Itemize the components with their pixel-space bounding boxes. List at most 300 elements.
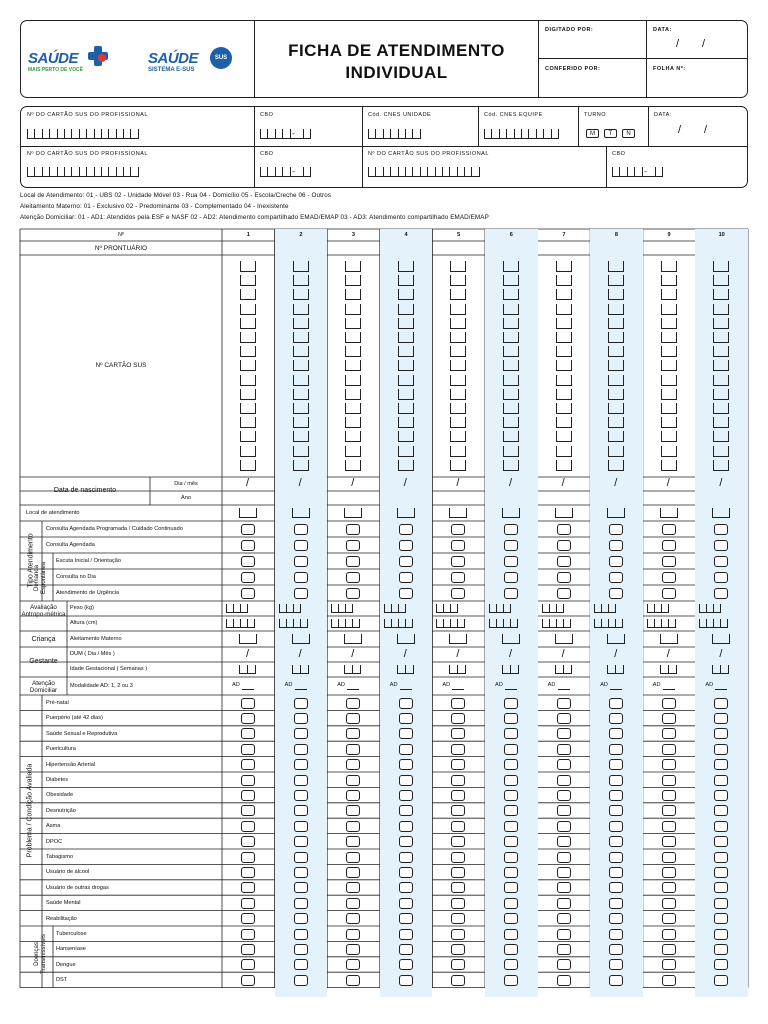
doenca-checkbox[interactable] (714, 959, 728, 970)
ad-field[interactable] (295, 689, 307, 690)
doenca-checkbox[interactable] (504, 975, 518, 986)
problema-checkbox[interactable] (399, 713, 413, 724)
problema-checkbox[interactable] (504, 744, 518, 755)
problema-checkbox[interactable] (662, 882, 676, 893)
turno-n-checkbox[interactable] (622, 129, 635, 138)
doenca-checkbox[interactable] (504, 944, 518, 955)
cartao-digit-box[interactable] (450, 346, 466, 357)
local-digit-box[interactable] (607, 508, 625, 518)
ad-field[interactable] (663, 689, 675, 690)
cartao-digit-box[interactable] (503, 417, 519, 428)
problema-checkbox[interactable] (399, 882, 413, 893)
cartao-digit-box[interactable] (345, 417, 361, 428)
tipo-atendimento-checkbox[interactable] (346, 524, 360, 535)
tipo-atendimento-checkbox[interactable] (346, 572, 360, 583)
doenca-checkbox[interactable] (346, 975, 360, 986)
tipo-atendimento-checkbox[interactable] (399, 540, 413, 551)
cartao-digit-box[interactable] (713, 318, 729, 329)
cartao-digit-box[interactable] (503, 275, 519, 286)
peso-field[interactable] (384, 604, 406, 613)
cartao-digit-box[interactable] (713, 304, 729, 315)
cartao-digit-box[interactable] (240, 346, 256, 357)
altura-field[interactable] (331, 619, 360, 628)
problema-checkbox[interactable] (609, 852, 623, 863)
cartao-digit-box[interactable] (398, 304, 414, 315)
cartao-digit-box[interactable] (503, 446, 519, 457)
problema-checkbox[interactable] (294, 728, 308, 739)
cartao-digit-box[interactable] (608, 446, 624, 457)
problema-checkbox[interactable] (241, 805, 255, 816)
problema-checkbox[interactable] (241, 775, 255, 786)
cartao-digit-box[interactable] (293, 403, 309, 414)
tipo-atendimento-checkbox[interactable] (294, 572, 308, 583)
problema-checkbox[interactable] (662, 698, 676, 709)
cartao-digit-box[interactable] (240, 275, 256, 286)
problema-checkbox[interactable] (241, 913, 255, 924)
problema-checkbox[interactable] (294, 759, 308, 770)
cartao-digit-box[interactable] (293, 446, 309, 457)
problema-checkbox[interactable] (294, 836, 308, 847)
cartao-digit-box[interactable] (713, 289, 729, 300)
cartao-digit-box[interactable] (450, 389, 466, 400)
aleitamento-field[interactable] (292, 634, 310, 644)
problema-checkbox[interactable] (714, 790, 728, 801)
cartao-digit-box[interactable] (503, 403, 519, 414)
tipo-atendimento-checkbox[interactable] (294, 524, 308, 535)
doenca-checkbox[interactable] (294, 959, 308, 970)
tipo-atendimento-checkbox[interactable] (714, 588, 728, 599)
cartao-digit-box[interactable] (345, 261, 361, 272)
tipo-atendimento-checkbox[interactable] (451, 572, 465, 583)
ad-field[interactable] (400, 689, 412, 690)
doenca-checkbox[interactable] (451, 929, 465, 940)
problema-checkbox[interactable] (451, 898, 465, 909)
problema-checkbox[interactable] (399, 913, 413, 924)
problema-checkbox[interactable] (609, 882, 623, 893)
problema-checkbox[interactable] (399, 852, 413, 863)
problema-checkbox[interactable] (504, 913, 518, 924)
doenca-checkbox[interactable] (714, 975, 728, 986)
cartao-digit-box[interactable] (503, 431, 519, 442)
problema-checkbox[interactable] (294, 898, 308, 909)
cartao-digit-box[interactable] (240, 332, 256, 343)
cartao-digit-box[interactable] (661, 318, 677, 329)
problema-checkbox[interactable] (504, 852, 518, 863)
cartao-digit-box[interactable] (713, 261, 729, 272)
tipo-atendimento-checkbox[interactable] (662, 588, 676, 599)
problema-checkbox[interactable] (241, 882, 255, 893)
altura-field[interactable] (226, 619, 255, 628)
cartao-digit-box[interactable] (608, 389, 624, 400)
ad-field[interactable] (347, 689, 359, 690)
problema-checkbox[interactable] (346, 898, 360, 909)
doenca-checkbox[interactable] (609, 959, 623, 970)
cartao-digit-box[interactable] (556, 289, 572, 300)
cartao-digit-box[interactable] (398, 375, 414, 386)
cartao-digit-box[interactable] (713, 431, 729, 442)
ine-field[interactable] (484, 129, 559, 139)
tipo-atendimento-checkbox[interactable] (241, 588, 255, 599)
doenca-checkbox[interactable] (662, 975, 676, 986)
problema-checkbox[interactable] (714, 728, 728, 739)
cartao-digit-box[interactable] (293, 289, 309, 300)
cartao-digit-box[interactable] (293, 417, 309, 428)
cartao-digit-box[interactable] (240, 417, 256, 428)
altura-field[interactable] (699, 619, 728, 628)
doenca-checkbox[interactable] (294, 975, 308, 986)
cartao-digit-box[interactable] (345, 275, 361, 286)
doenca-checkbox[interactable] (504, 959, 518, 970)
ad-field[interactable] (610, 689, 622, 690)
problema-checkbox[interactable] (399, 728, 413, 739)
problema-checkbox[interactable] (399, 805, 413, 816)
cartao-digit-box[interactable] (398, 346, 414, 357)
problema-checkbox[interactable] (451, 775, 465, 786)
cartao-digit-box[interactable] (240, 289, 256, 300)
peso-field[interactable] (542, 604, 564, 613)
cartao-digit-box[interactable] (450, 275, 466, 286)
tipo-atendimento-checkbox[interactable] (557, 572, 571, 583)
cartao-digit-box[interactable] (608, 346, 624, 357)
cartao-digit-box[interactable] (661, 389, 677, 400)
aleitamento-field[interactable] (607, 634, 625, 644)
cartao-digit-box[interactable] (503, 375, 519, 386)
problema-checkbox[interactable] (399, 698, 413, 709)
doenca-checkbox[interactable] (346, 929, 360, 940)
cartao-digit-box[interactable] (345, 346, 361, 357)
cartao-digit-box[interactable] (293, 460, 309, 471)
idade-gest-field[interactable] (397, 665, 414, 674)
cartao-digit-box[interactable] (450, 446, 466, 457)
problema-checkbox[interactable] (609, 821, 623, 832)
problema-checkbox[interactable] (609, 913, 623, 924)
cartao-digit-box[interactable] (450, 261, 466, 272)
problema-checkbox[interactable] (714, 898, 728, 909)
cartao-digit-box[interactable] (240, 403, 256, 414)
tipo-atendimento-checkbox[interactable] (241, 556, 255, 567)
cartao-digit-box[interactable] (713, 417, 729, 428)
cartao-digit-box[interactable] (556, 346, 572, 357)
cartao-digit-box[interactable] (713, 389, 729, 400)
cartao-digit-box[interactable] (713, 460, 729, 471)
tipo-atendimento-checkbox[interactable] (662, 556, 676, 567)
cartao-digit-box[interactable] (240, 375, 256, 386)
local-digit-box[interactable] (660, 508, 678, 518)
problema-checkbox[interactable] (714, 698, 728, 709)
problema-checkbox[interactable] (714, 882, 728, 893)
problema-checkbox[interactable] (451, 913, 465, 924)
local-digit-box[interactable] (555, 508, 573, 518)
problema-checkbox[interactable] (609, 867, 623, 878)
cartao-digit-box[interactable] (450, 304, 466, 315)
cartao-digit-box[interactable] (556, 446, 572, 457)
ad-field[interactable] (452, 689, 464, 690)
altura-field[interactable] (436, 619, 465, 628)
problema-checkbox[interactable] (714, 805, 728, 816)
cartao-digit-box[interactable] (556, 261, 572, 272)
problema-checkbox[interactable] (557, 790, 571, 801)
peso-field[interactable] (331, 604, 353, 613)
tipo-atendimento-checkbox[interactable] (662, 540, 676, 551)
doenca-checkbox[interactable] (294, 929, 308, 940)
problema-checkbox[interactable] (557, 805, 571, 816)
cartao-digit-box[interactable] (503, 318, 519, 329)
problema-checkbox[interactable] (557, 775, 571, 786)
problema-checkbox[interactable] (346, 775, 360, 786)
cartao-digit-box[interactable] (608, 375, 624, 386)
doenca-checkbox[interactable] (451, 944, 465, 955)
cartao-digit-box[interactable] (398, 360, 414, 371)
problema-checkbox[interactable] (399, 898, 413, 909)
doenca-checkbox[interactable] (294, 944, 308, 955)
cartao-digit-box[interactable] (608, 261, 624, 272)
problema-checkbox[interactable] (714, 852, 728, 863)
problema-checkbox[interactable] (714, 821, 728, 832)
doenca-checkbox[interactable] (451, 959, 465, 970)
cartao-prof-field-3[interactable] (368, 167, 480, 177)
problema-checkbox[interactable] (504, 882, 518, 893)
cartao-digit-box[interactable] (661, 304, 677, 315)
cartao-digit-box[interactable] (556, 360, 572, 371)
idade-gest-field[interactable] (449, 665, 466, 674)
problema-checkbox[interactable] (662, 821, 676, 832)
problema-checkbox[interactable] (346, 728, 360, 739)
aleitamento-field[interactable] (449, 634, 467, 644)
problema-checkbox[interactable] (241, 759, 255, 770)
problema-checkbox[interactable] (241, 898, 255, 909)
problema-checkbox[interactable] (662, 836, 676, 847)
problema-checkbox[interactable] (294, 713, 308, 724)
cartao-digit-box[interactable] (345, 446, 361, 457)
problema-checkbox[interactable] (241, 728, 255, 739)
cartao-digit-box[interactable] (450, 460, 466, 471)
doenca-checkbox[interactable] (557, 929, 571, 940)
altura-field[interactable] (594, 619, 623, 628)
cartao-digit-box[interactable] (608, 417, 624, 428)
problema-checkbox[interactable] (346, 759, 360, 770)
cartao-digit-box[interactable] (556, 417, 572, 428)
tipo-atendimento-checkbox[interactable] (294, 556, 308, 567)
aleitamento-field[interactable] (397, 634, 415, 644)
tipo-atendimento-checkbox[interactable] (241, 540, 255, 551)
problema-checkbox[interactable] (294, 775, 308, 786)
problema-checkbox[interactable] (241, 713, 255, 724)
tipo-atendimento-checkbox[interactable] (399, 588, 413, 599)
doenca-checkbox[interactable] (451, 975, 465, 986)
altura-field[interactable] (489, 619, 518, 628)
cartao-digit-box[interactable] (608, 304, 624, 315)
problema-checkbox[interactable] (609, 836, 623, 847)
tipo-atendimento-checkbox[interactable] (294, 588, 308, 599)
cartao-digit-box[interactable] (608, 275, 624, 286)
cartao-digit-box[interactable] (503, 289, 519, 300)
problema-checkbox[interactable] (451, 759, 465, 770)
tipo-atendimento-checkbox[interactable] (504, 572, 518, 583)
cartao-digit-box[interactable] (556, 318, 572, 329)
tipo-atendimento-checkbox[interactable] (451, 540, 465, 551)
doenca-checkbox[interactable] (504, 929, 518, 940)
doenca-checkbox[interactable] (662, 929, 676, 940)
cartao-digit-box[interactable] (556, 403, 572, 414)
idade-gest-field[interactable] (607, 665, 624, 674)
cartao-digit-box[interactable] (293, 389, 309, 400)
doenca-checkbox[interactable] (557, 944, 571, 955)
cartao-digit-box[interactable] (450, 360, 466, 371)
cartao-digit-box[interactable] (240, 431, 256, 442)
tipo-atendimento-checkbox[interactable] (346, 588, 360, 599)
doenca-checkbox[interactable] (557, 959, 571, 970)
problema-checkbox[interactable] (557, 821, 571, 832)
problema-checkbox[interactable] (451, 728, 465, 739)
cartao-digit-box[interactable] (713, 332, 729, 343)
tipo-atendimento-checkbox[interactable] (662, 572, 676, 583)
problema-checkbox[interactable] (662, 790, 676, 801)
problema-checkbox[interactable] (557, 836, 571, 847)
doenca-checkbox[interactable] (241, 944, 255, 955)
aleitamento-field[interactable] (239, 634, 257, 644)
cartao-digit-box[interactable] (661, 289, 677, 300)
cartao-digit-box[interactable] (450, 375, 466, 386)
idade-gest-field[interactable] (712, 665, 729, 674)
cartao-digit-box[interactable] (240, 318, 256, 329)
cartao-digit-box[interactable] (398, 460, 414, 471)
altura-field[interactable] (384, 619, 413, 628)
problema-checkbox[interactable] (451, 790, 465, 801)
cartao-digit-box[interactable] (398, 275, 414, 286)
problema-checkbox[interactable] (294, 867, 308, 878)
problema-checkbox[interactable] (714, 744, 728, 755)
idade-gest-field[interactable] (502, 665, 519, 674)
cartao-digit-box[interactable] (293, 261, 309, 272)
cartao-digit-box[interactable] (450, 332, 466, 343)
peso-field[interactable] (699, 604, 721, 613)
cartao-digit-box[interactable] (398, 446, 414, 457)
cartao-digit-box[interactable] (608, 289, 624, 300)
doenca-checkbox[interactable] (241, 959, 255, 970)
problema-checkbox[interactable] (504, 775, 518, 786)
tipo-atendimento-checkbox[interactable] (557, 556, 571, 567)
cartao-digit-box[interactable] (240, 360, 256, 371)
cartao-digit-box[interactable] (503, 261, 519, 272)
problema-checkbox[interactable] (609, 759, 623, 770)
problema-checkbox[interactable] (557, 759, 571, 770)
problema-checkbox[interactable] (451, 882, 465, 893)
doenca-checkbox[interactable] (346, 944, 360, 955)
problema-checkbox[interactable] (346, 805, 360, 816)
problema-checkbox[interactable] (294, 852, 308, 863)
problema-checkbox[interactable] (399, 759, 413, 770)
cartao-digit-box[interactable] (661, 446, 677, 457)
problema-checkbox[interactable] (294, 882, 308, 893)
cartao-digit-box[interactable] (345, 304, 361, 315)
tipo-atendimento-checkbox[interactable] (609, 572, 623, 583)
problema-checkbox[interactable] (662, 713, 676, 724)
cartao-digit-box[interactable] (345, 403, 361, 414)
problema-checkbox[interactable] (504, 759, 518, 770)
tipo-atendimento-checkbox[interactable] (346, 540, 360, 551)
cartao-digit-box[interactable] (398, 431, 414, 442)
tipo-atendimento-checkbox[interactable] (504, 540, 518, 551)
peso-field[interactable] (436, 604, 458, 613)
cartao-digit-box[interactable] (713, 375, 729, 386)
cartao-digit-box[interactable] (713, 360, 729, 371)
problema-checkbox[interactable] (241, 790, 255, 801)
tipo-atendimento-checkbox[interactable] (451, 524, 465, 535)
cnes-field[interactable] (368, 129, 421, 139)
problema-checkbox[interactable] (451, 852, 465, 863)
peso-field[interactable] (279, 604, 301, 613)
tipo-atendimento-checkbox[interactable] (346, 556, 360, 567)
problema-checkbox[interactable] (451, 713, 465, 724)
problema-checkbox[interactable] (504, 805, 518, 816)
problema-checkbox[interactable] (451, 698, 465, 709)
aleitamento-field[interactable] (660, 634, 678, 644)
cartao-digit-box[interactable] (661, 275, 677, 286)
cartao-digit-box[interactable] (503, 360, 519, 371)
tipo-atendimento-checkbox[interactable] (241, 572, 255, 583)
cartao-digit-box[interactable] (293, 275, 309, 286)
cartao-digit-box[interactable] (398, 332, 414, 343)
cartao-digit-box[interactable] (398, 417, 414, 428)
problema-checkbox[interactable] (662, 775, 676, 786)
problema-checkbox[interactable] (714, 867, 728, 878)
problema-checkbox[interactable] (241, 836, 255, 847)
cartao-digit-box[interactable] (345, 318, 361, 329)
tipo-atendimento-checkbox[interactable] (714, 524, 728, 535)
cartao-digit-box[interactable] (450, 318, 466, 329)
problema-checkbox[interactable] (346, 882, 360, 893)
aleitamento-field[interactable] (502, 634, 520, 644)
problema-checkbox[interactable] (399, 744, 413, 755)
problema-checkbox[interactable] (346, 913, 360, 924)
cartao-digit-box[interactable] (503, 304, 519, 315)
problema-checkbox[interactable] (399, 836, 413, 847)
cartao-digit-box[interactable] (345, 332, 361, 343)
local-digit-box[interactable] (712, 508, 730, 518)
tipo-atendimento-checkbox[interactable] (451, 556, 465, 567)
problema-checkbox[interactable] (346, 852, 360, 863)
cartao-digit-box[interactable] (240, 446, 256, 457)
doenca-checkbox[interactable] (714, 929, 728, 940)
doenca-checkbox[interactable] (609, 929, 623, 940)
problema-checkbox[interactable] (557, 698, 571, 709)
cartao-digit-box[interactable] (293, 360, 309, 371)
problema-checkbox[interactable] (241, 698, 255, 709)
doenca-checkbox[interactable] (241, 975, 255, 986)
altura-field[interactable] (647, 619, 676, 628)
problema-checkbox[interactable] (504, 713, 518, 724)
doenca-checkbox[interactable] (399, 944, 413, 955)
problema-checkbox[interactable] (504, 728, 518, 739)
problema-checkbox[interactable] (557, 852, 571, 863)
cartao-digit-box[interactable] (661, 332, 677, 343)
local-digit-box[interactable] (449, 508, 467, 518)
doenca-checkbox[interactable] (399, 929, 413, 940)
tipo-atendimento-checkbox[interactable] (557, 540, 571, 551)
ad-field[interactable] (505, 689, 517, 690)
cartao-digit-box[interactable] (450, 289, 466, 300)
cartao-digit-box[interactable] (345, 360, 361, 371)
tipo-atendimento-checkbox[interactable] (504, 524, 518, 535)
cartao-digit-box[interactable] (398, 403, 414, 414)
altura-field[interactable] (542, 619, 571, 628)
problema-checkbox[interactable] (609, 728, 623, 739)
turno-t-checkbox[interactable] (604, 129, 617, 138)
cartao-digit-box[interactable] (398, 318, 414, 329)
ad-field[interactable] (242, 689, 254, 690)
local-digit-box[interactable] (344, 508, 362, 518)
aleitamento-field[interactable] (712, 634, 730, 644)
